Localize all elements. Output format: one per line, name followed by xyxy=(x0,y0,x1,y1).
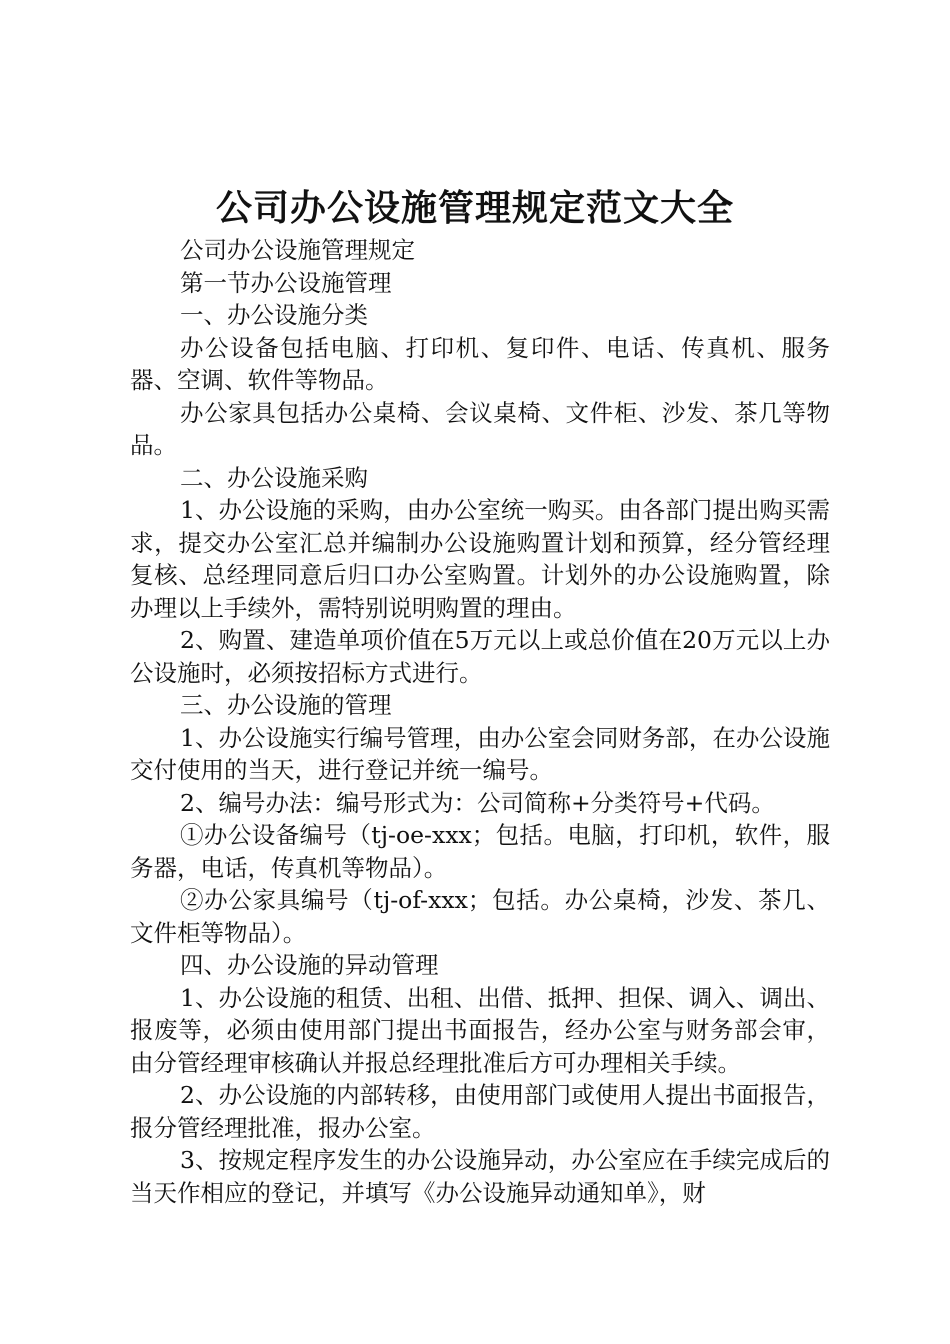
subsection-heading: 三、办公设施的管理 xyxy=(180,691,392,719)
paragraph: ②办公家具编号（tj-of-xxx；包括。办公桌椅，沙发、茶几、文件柜等物品）。 xyxy=(130,886,830,947)
subsection-heading: 一、办公设施分类 xyxy=(180,301,368,329)
paragraph: 3、按规定程序发生的办公设施异动，办公室应在手续完成后的当天作相应的登记，并填写《办公设施异动通知单》，财 xyxy=(130,1146,830,1207)
paragraph: 1、办公设施实行编号管理，由办公室会同财务部，在办公设施交付使用的当天，进行登记并统一编号。 xyxy=(130,723,830,784)
paragraph: 公司办公设施管理规定 xyxy=(180,236,415,264)
paragraph: 办公设备包括电脑、打印机、复印件、电话、传真机、服务器、空调、软件等物品。 xyxy=(130,333,830,394)
paragraph: 2、购置、建造单项价值在5万元以上或总价值在20万元以上办公设施时，必须按招标方式进行。 xyxy=(130,626,830,687)
paragraph: 2、编号办法：编号形式为：公司简称+分类符号+代码。 xyxy=(180,788,775,817)
paragraph: 2、办公设施的内部转移，由使用部门或使用人提出书面报告，报分管经理批准，报办公室。 xyxy=(130,1081,830,1142)
subsection-heading: 四、办公设施的异动管理 xyxy=(180,951,439,979)
paragraph: 1、办公设施的租赁、出租、出借、抵押、担保、调入、调出、报废等，必须由使用部门提出书面报告，经办公室与财务部会审，由分管经理审核确认并报总经理批准后方可办理相关手续。 xyxy=(130,983,830,1077)
document-body xyxy=(130,234,830,1209)
paragraph: 办公家具包括办公桌椅、会议桌椅、文件柜、沙发、茶几等物品。 xyxy=(130,398,830,459)
subsection-heading: 二、办公设施采购 xyxy=(180,463,368,492)
section-heading: 第一节办公设施管理 xyxy=(180,268,392,297)
paragraph: 1、办公设施的采购，由办公室统一购买。由各部门提出购买需求，提交办公室汇总并编制办公设施购置计划和预算，经分管经理复核、总经理同意后归口办公室购置。计划外的办公设施购置，除办理以上手续外，需特别说明购置的理由。 xyxy=(130,496,830,622)
document-title: 公司办公设施管理规定范文大全 xyxy=(215,187,734,229)
paragraph: ①办公设备编号（tj-oe-xxx；包括。电脑，打印机，软件，服务器，电话，传真机等物品）。 xyxy=(130,821,830,882)
